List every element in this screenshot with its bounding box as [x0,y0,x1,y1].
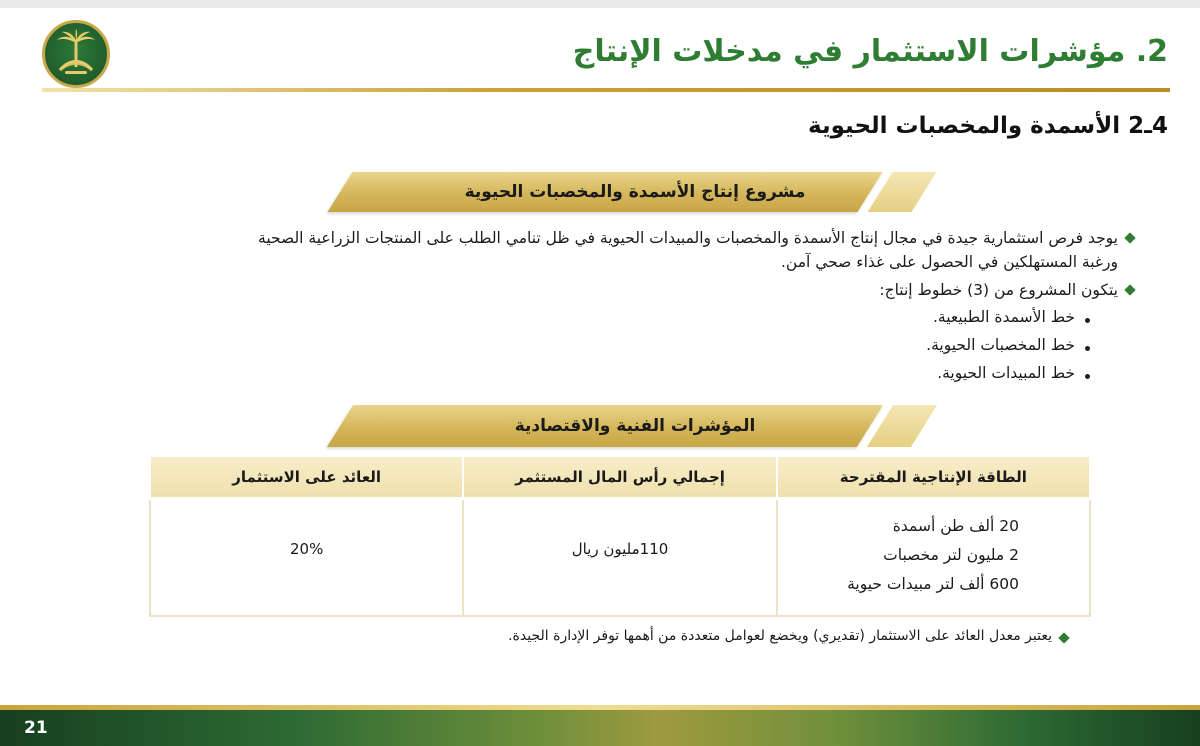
capacity-fertilizer-bio: 2 مليون لتر مخصبات [883,546,1019,564]
project-banner [300,172,970,212]
footer-band [0,710,1200,746]
header-capacity: الطاقة الإنتاجية المقترحة [777,456,1090,499]
intro-line-1: يوجد فرص استثمارية جيدة في مجال إنتاج الأسمدة والمخصبات والمبيدات الحيوية في ظل تنامي الطلب على المنتجات الزراعية الصحية [258,229,1118,247]
capacity-pesticide: 600 ألف لتر مبيدات حيوية [847,575,1019,593]
ministry-logo-icon [42,20,110,88]
page-number: 21 [24,718,48,738]
section-title: 4ـ2 الأسمدة والمخصبات الحيوية [808,113,1168,139]
bullet-diamond-icon [1058,632,1069,643]
production-line-item: خط المبيدات الحيوية. [937,364,1075,382]
page-title: 2. مؤشرات الاستثمار في مدخلات الإنتاج [572,34,1168,69]
indicators-banner [300,405,970,447]
bullet-diamond-icon [1124,284,1135,295]
table-row [150,499,1090,617]
intro-line-2: ورغبة المستهلكين في الحصول على غذاء صحي آمن. [781,253,1118,271]
indicators-table [149,455,1091,617]
bullet-diamond-icon [1124,232,1135,243]
lines-intro: يتكون المشروع من (3) خطوط إنتاج: [879,281,1118,299]
top-frame [0,0,1200,8]
indicators-banner-label: المؤشرات الفنية والاقتصادية [514,416,756,436]
production-line-item: خط الأسمدة الطبيعية. [933,308,1075,326]
header-divider [42,88,1170,92]
bullet-dot-icon [1085,346,1090,351]
roi-note: يعتبر معدل العائد على الاستثمار (تقديري) ويخضع لعوامل متعددة من أهمها توفر الإدارة الجيدة. [508,628,1052,644]
header-capital: إجمالي رأس المال المستثمر [463,456,776,499]
intro-paragraph [128,226,1118,274]
header-roi: العائد على الاستثمار [150,456,463,499]
capacity-fertilizer: 20 ألف طن أسمدة [892,517,1019,535]
bullet-dot-icon [1085,318,1090,323]
project-banner-label: مشروع إنتاج الأسمدة والمخصبات الحيوية [464,182,806,202]
table-header-row [150,456,1090,499]
bullet-dot-icon [1085,374,1090,379]
capacity-cell [777,499,1090,617]
production-line-item: خط المخصبات الحيوية. [926,336,1075,354]
capital-cell: 110مليون ريال [463,499,776,617]
roi-cell: 20% [150,499,463,617]
